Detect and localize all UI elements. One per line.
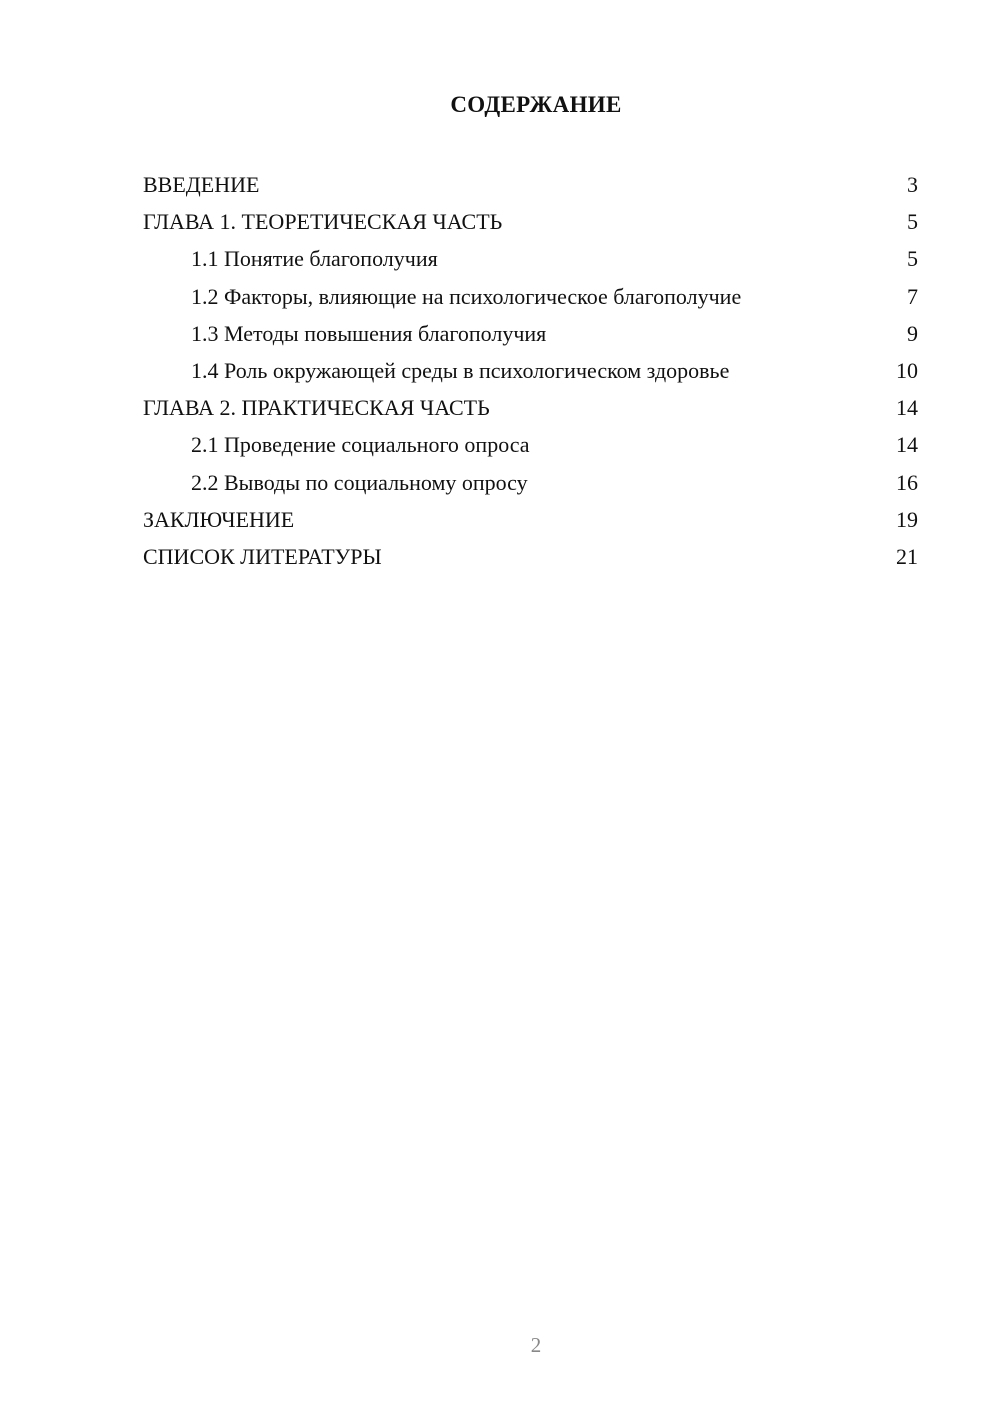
- toc-entry-chapter-2[interactable]: [143, 389, 918, 426]
- toc-entry-text: 1.2 Факторы, влияющие на психологическое благополучие: [191, 283, 742, 309]
- toc-entry-page: 5: [907, 209, 918, 235]
- toc-entry-1-1[interactable]: [143, 240, 918, 277]
- table-of-contents: [143, 166, 918, 575]
- toc-entry-page: 9: [907, 320, 918, 346]
- toc-entry-page: 21: [896, 543, 918, 569]
- toc-entry-text: ЗАКЛЮЧЕНИЕ: [143, 506, 295, 532]
- toc-entry-text: 2.1 Проведение социального опроса: [191, 432, 530, 458]
- page-number: 2: [530, 1333, 542, 1357]
- toc-entry-page: 10: [896, 357, 918, 383]
- toc-entry-conclusion[interactable]: [143, 501, 918, 538]
- toc-entry-text: 1.1 Понятие благополучия: [191, 246, 438, 272]
- toc-entry-1-2[interactable]: [143, 278, 918, 315]
- toc-entry-introduction[interactable]: [143, 166, 918, 203]
- toc-entry-text: ГЛАВА 2. ПРАКТИЧЕСКАЯ ЧАСТЬ: [143, 395, 490, 421]
- toc-entry-2-1[interactable]: [143, 426, 918, 463]
- toc-entry-page: 14: [896, 432, 918, 458]
- toc-entry-text: 1.3 Методы повышения благополучия: [191, 320, 547, 346]
- toc-entry-text: СПИСОК ЛИТЕРАТУРЫ: [143, 543, 382, 569]
- toc-entry-page: 7: [907, 283, 918, 309]
- toc-entry-chapter-1[interactable]: [143, 203, 918, 240]
- toc-entry-1-4[interactable]: [143, 352, 918, 389]
- toc-entry-1-3[interactable]: [143, 315, 918, 352]
- toc-title: СОДЕРЖАНИЕ: [450, 92, 622, 117]
- toc-entry-page: 16: [896, 469, 918, 495]
- toc-entry-text: 1.4 Роль окружающей среды в психологическом здоровье: [191, 357, 730, 383]
- toc-entry-text: ГЛАВА 1. ТЕОРЕТИЧЕСКАЯ ЧАСТЬ: [143, 209, 503, 235]
- toc-entry-page: 3: [907, 172, 918, 197]
- toc-entry-references[interactable]: [143, 538, 918, 575]
- toc-entry-page: 19: [896, 506, 918, 532]
- toc-entry-text: ВВЕДЕНИЕ: [143, 172, 260, 197]
- toc-entry-2-2[interactable]: [143, 464, 918, 501]
- toc-entry-text: 2.2 Выводы по социальному опросу: [191, 469, 528, 495]
- toc-entry-page: 14: [896, 395, 918, 421]
- toc-entry-page: 5: [907, 246, 918, 272]
